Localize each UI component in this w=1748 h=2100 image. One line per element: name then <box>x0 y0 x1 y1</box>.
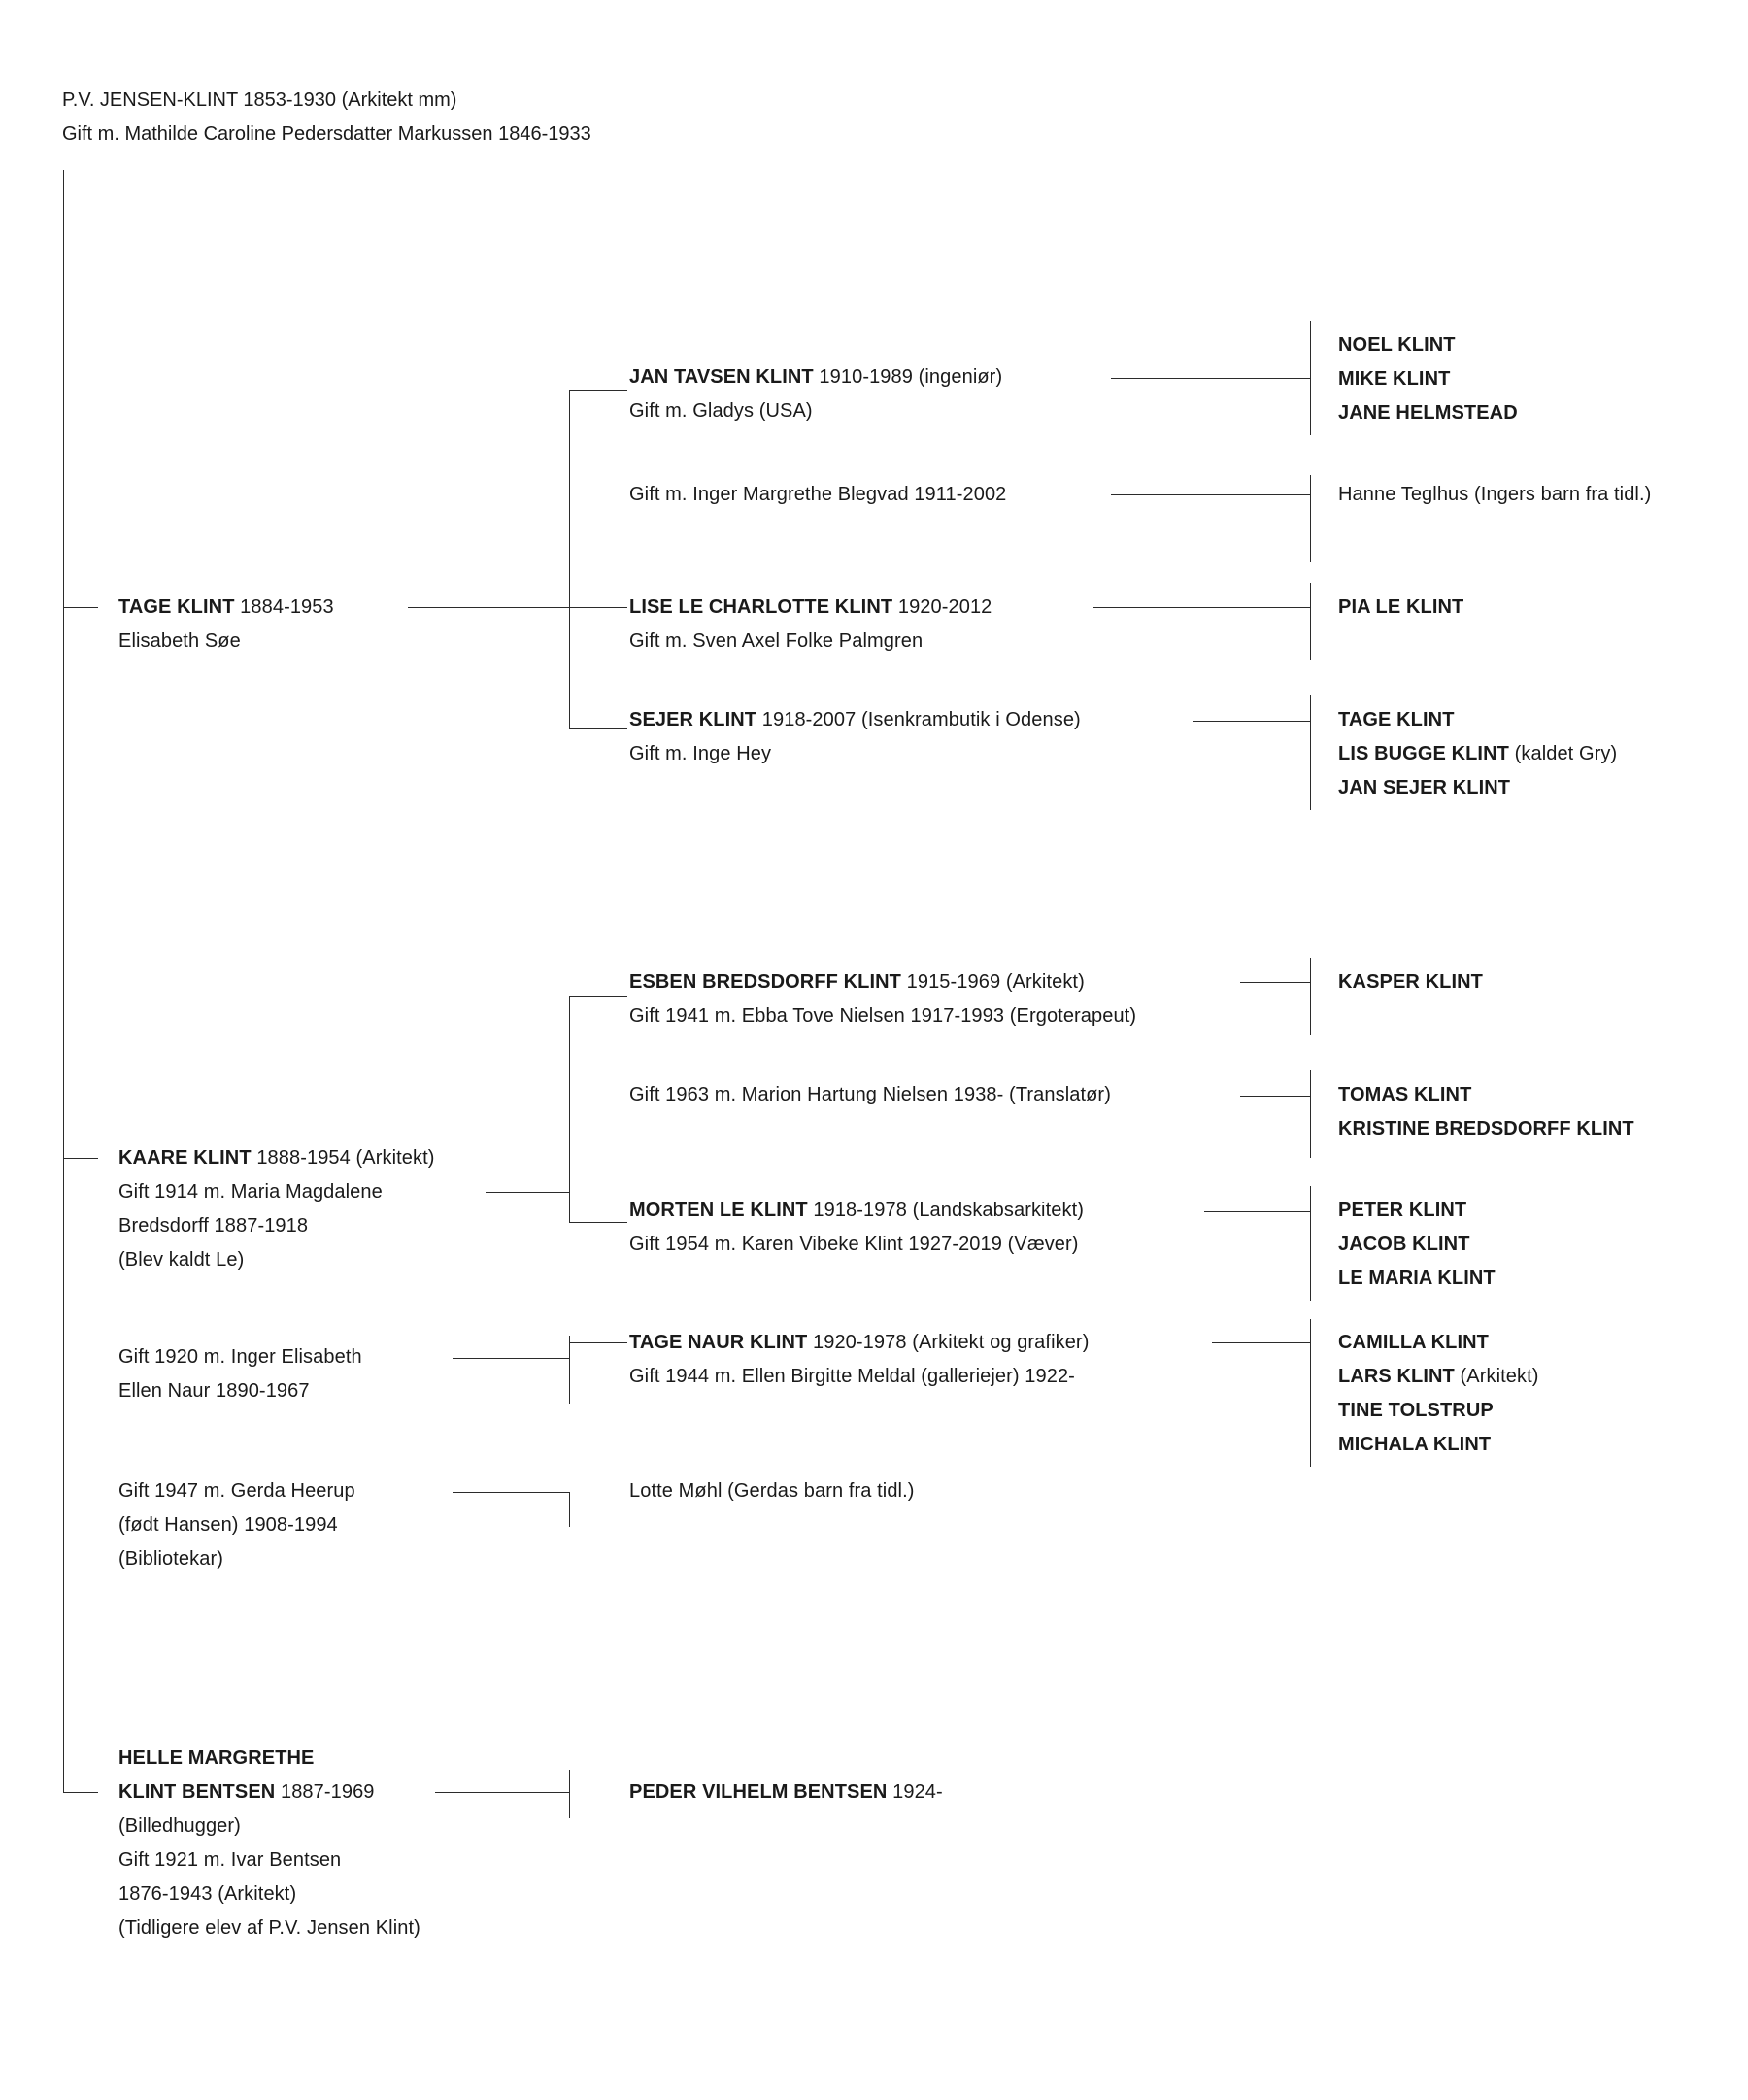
connector-jan-m2-children-bus <box>1310 475 1311 562</box>
person-morten-le-klint-name: MORTEN LE KLINT <box>629 1200 808 1221</box>
person-kaare-marriage3-line3: (Bibliotekar) <box>118 1548 223 1570</box>
connector-root-to-tage <box>63 607 98 608</box>
person-mike-klint <box>1338 362 1450 396</box>
person-lars-klint-name: LARS KLINT <box>1338 1366 1455 1387</box>
person-esben-bredsdorff-klint-spouse: Gift 1941 m. Ebba Tove Nielsen 1917-1993 (Ergoterapeut) <box>629 1005 1137 1027</box>
person-hanne-teglhus: Hanne Teglhus (Ingers barn fra tidl.) <box>1338 484 1652 505</box>
person-esben-bredsdorff-klint-detail: 1915-1969 (Arkitekt) <box>900 971 1085 993</box>
person-sejer-klint-name: SEJER KLINT <box>629 709 757 730</box>
person-tage-klint-gen3 <box>1338 703 1455 737</box>
person-kaare-klint-detail: 1888-1954 (Arkitekt) <box>251 1147 435 1169</box>
connector-tage-to-sejer <box>569 728 627 729</box>
person-morten-le-klint <box>629 1194 1084 1262</box>
connector-kaare-to-morten <box>569 1222 627 1223</box>
person-esben-marriage2: Gift 1963 m. Marion Hartung Nielsen 1938- (Translatør) <box>629 1084 1111 1105</box>
person-esben-bredsdorff-klint-name: ESBEN BREDSDORFF KLINT <box>629 971 901 993</box>
connector-morten-children-bus <box>1310 1186 1311 1301</box>
person-lis-bugge-klint-name: LIS BUGGE KLINT <box>1338 743 1509 764</box>
person-jane-helmstead <box>1338 396 1518 430</box>
person-helle-line1: HELLE MARGRETHE <box>118 1747 315 1769</box>
connector-kaare-m3-bus <box>569 1492 570 1527</box>
person-tomas-klint-name: TOMAS KLINT <box>1338 1084 1472 1105</box>
person-sejer-klint-detail: 1918-2007 (Isenkrambutik i Odense) <box>756 709 1081 730</box>
person-lise-le-charlotte-klint <box>629 591 992 659</box>
person-tage-klint-line2: Elisabeth Søe <box>118 630 241 652</box>
person-kaare-klint-line2: Gift 1914 m. Maria Magdalene <box>118 1181 383 1202</box>
connector-kaare-m3-out <box>453 1492 570 1493</box>
person-peter-klint <box>1338 1194 1466 1228</box>
person-helle-line5: 1876-1943 (Arkitekt) <box>118 1883 297 1905</box>
connector-kaare-m2-bus <box>569 1336 570 1404</box>
person-jan-tavsen-klint-detail: 1910-1989 (ingeniør) <box>813 366 1003 388</box>
connector-esben-m2-children-bus <box>1310 1070 1311 1158</box>
connector-sejer-to-children <box>1193 721 1311 722</box>
person-tage-naur-klint <box>629 1326 1089 1394</box>
person-kaare-marriage3 <box>118 1474 355 1576</box>
connector-jan-to-children <box>1111 378 1311 379</box>
person-kaare-klint <box>118 1141 435 1277</box>
connector-root-to-kaare <box>63 1158 98 1159</box>
person-jan-tavsen-klint <box>629 360 1002 428</box>
person-kristine-bredsdorff-klint <box>1338 1112 1634 1146</box>
person-kaare-marriage2 <box>118 1340 362 1408</box>
person-jan-tavsen-klint-name: JAN TAVSEN KLINT <box>629 366 814 388</box>
person-sejer-klint-spouse: Gift m. Inge Hey <box>629 743 772 764</box>
person-morten-le-klint-detail: 1918-1978 (Landskabsarkitekt) <box>807 1200 1084 1221</box>
person-kaare-marriage3-line1: Gift 1947 m. Gerda Heerup <box>118 1480 355 1502</box>
person-lise-le-charlotte-klint-spouse: Gift m. Sven Axel Folke Palmgren <box>629 630 924 652</box>
person-tine-tolstrup-name: TINE TOLSTRUP <box>1338 1400 1494 1421</box>
person-michala-klint <box>1338 1428 1491 1462</box>
person-kaare-marriage3-line2: (født Hansen) 1908-1994 <box>118 1514 338 1536</box>
connector-tagenaur-to-children <box>1212 1342 1311 1343</box>
person-jan-sejer-klint-name: JAN SEJER KLINT <box>1338 777 1511 798</box>
person-tine-tolstrup <box>1338 1394 1494 1428</box>
connector-tage-bus <box>569 390 570 728</box>
connector-esben-m2-to-children <box>1240 1096 1311 1097</box>
person-tage-naur-klint-spouse: Gift 1944 m. Ellen Birgitte Meldal (galleriejer) 1922- <box>629 1366 1075 1387</box>
connector-lise-children-bus <box>1310 583 1311 660</box>
person-tage-naur-klint-detail: 1920-1978 (Arkitekt og grafiker) <box>807 1332 1090 1353</box>
connector-kaare-out <box>486 1192 570 1193</box>
person-jan-tavsen-klint-spouse: Gift m. Gladys (USA) <box>629 400 813 422</box>
person-helle-line4: Gift 1921 m. Ivar Bentsen <box>118 1849 342 1871</box>
person-kristine-bredsdorff-klint-name: KRISTINE BREDSDORFF KLINT <box>1338 1118 1634 1139</box>
connector-jan-m2-to-children <box>1111 494 1311 495</box>
person-tage-klint <box>118 591 334 659</box>
connector-helle-out <box>435 1792 570 1793</box>
person-lars-klint <box>1338 1360 1539 1394</box>
person-lis-bugge-klint <box>1338 737 1617 771</box>
person-helle-detail: 1887-1969 <box>275 1781 375 1803</box>
person-pia-le-klint-name: PIA LE KLINT <box>1338 596 1464 618</box>
connector-kaare-m2-to-tagenaur <box>569 1342 627 1343</box>
person-kaare-klint-line4: (Blev kaldt Le) <box>118 1249 245 1270</box>
person-noel-klint-name: NOEL KLINT <box>1338 334 1456 356</box>
person-lis-bugge-klint-detail: (kaldet Gry) <box>1508 743 1618 764</box>
person-kasper-klint-name: KASPER KLINT <box>1338 971 1483 993</box>
person-mike-klint-name: MIKE KLINT <box>1338 368 1451 390</box>
person-jan-marriage2: Gift m. Inger Margrethe Blegvad 1911-2002 <box>629 484 1007 505</box>
person-tage-klint-name: TAGE KLINT <box>118 596 235 618</box>
connector-root-spine <box>63 170 64 1792</box>
connector-kaare-m2-out <box>453 1358 570 1359</box>
person-jacob-klint <box>1338 1228 1470 1262</box>
connector-tage-out <box>408 607 570 608</box>
person-lotte-mohl: Lotte Møhl (Gerdas barn fra tidl.) <box>629 1480 915 1502</box>
connector-kaare-to-esben <box>569 996 627 997</box>
person-pia-le-klint <box>1338 591 1463 625</box>
root-person-spouse: Gift m. Mathilde Caroline Pedersdatter Markussen 1846-1933 <box>62 123 591 145</box>
person-camilla-klint <box>1338 1326 1489 1360</box>
person-tage-klint-detail: 1884-1953 <box>234 596 334 618</box>
person-le-maria-klint <box>1338 1262 1496 1296</box>
connector-sejer-children-bus <box>1310 695 1311 810</box>
person-lise-le-charlotte-klint-detail: 1920-2012 <box>892 596 992 618</box>
person-kasper-klint <box>1338 965 1483 999</box>
person-jane-helmstead-name: JANE HELMSTEAD <box>1338 402 1518 423</box>
person-lise-le-charlotte-klint-name: LISE LE CHARLOTTE KLINT <box>629 596 893 618</box>
connector-helle-bus <box>569 1770 570 1818</box>
person-camilla-klint-name: CAMILLA KLINT <box>1338 1332 1489 1353</box>
person-peder-vilhelm-bentsen-detail: 1924- <box>887 1781 943 1803</box>
person-morten-le-klint-spouse: Gift 1954 m. Karen Vibeke Klint 1927-2019 (Væver) <box>629 1234 1079 1255</box>
person-lars-klint-detail: (Arkitekt) <box>1454 1366 1539 1387</box>
connector-tage-to-lise <box>569 607 627 608</box>
connector-jan-children-bus <box>1310 321 1311 435</box>
person-peder-vilhelm-bentsen <box>629 1776 943 1810</box>
connector-esben-children-bus <box>1310 958 1311 1035</box>
root-person <box>62 84 591 152</box>
connector-tagenaur-children-bus <box>1310 1319 1311 1467</box>
person-sejer-klint <box>629 703 1081 771</box>
person-esben-bredsdorff-klint <box>629 965 1136 1033</box>
person-tomas-klint <box>1338 1078 1471 1112</box>
person-michala-klint-name: MICHALA KLINT <box>1338 1434 1492 1455</box>
person-jan-sejer-klint <box>1338 771 1510 805</box>
person-tage-naur-klint-name: TAGE NAUR KLINT <box>629 1332 808 1353</box>
person-kaare-marriage2-line2: Ellen Naur 1890-1967 <box>118 1380 310 1402</box>
connector-tage-to-jan <box>569 390 627 391</box>
person-helle-name: KLINT BENTSEN <box>118 1781 276 1803</box>
person-le-maria-klint-name: LE MARIA KLINT <box>1338 1268 1496 1289</box>
person-helle-margrethe-klint-bentsen <box>118 1742 420 1946</box>
person-jacob-klint-name: JACOB KLINT <box>1338 1234 1470 1255</box>
connector-esben-to-children <box>1240 982 1311 983</box>
person-peter-klint-name: PETER KLINT <box>1338 1200 1467 1221</box>
person-tage-klint-gen3-name: TAGE KLINT <box>1338 709 1455 730</box>
connector-root-to-helle <box>63 1792 98 1793</box>
connector-kaare-bus <box>569 996 570 1222</box>
person-helle-line3: (Billedhugger) <box>118 1815 241 1837</box>
person-peder-vilhelm-bentsen-name: PEDER VILHELM BENTSEN <box>629 1781 888 1803</box>
root-person-detail: 1853-1930 (Arkitekt mm) <box>237 89 457 111</box>
person-kaare-marriage2-line1: Gift 1920 m. Inger Elisabeth <box>118 1346 362 1368</box>
root-person-line1 <box>62 84 591 118</box>
person-helle-line6: (Tidligere elev af P.V. Jensen Klint) <box>118 1917 420 1939</box>
root-person-name: P.V. JENSEN-KLINT <box>62 89 238 111</box>
person-noel-klint <box>1338 328 1456 362</box>
person-kaare-klint-name: KAARE KLINT <box>118 1147 252 1169</box>
person-kaare-klint-line3: Bredsdorff 1887-1918 <box>118 1215 309 1236</box>
connector-morten-to-children <box>1204 1211 1311 1212</box>
connector-lise-to-children <box>1093 607 1311 608</box>
